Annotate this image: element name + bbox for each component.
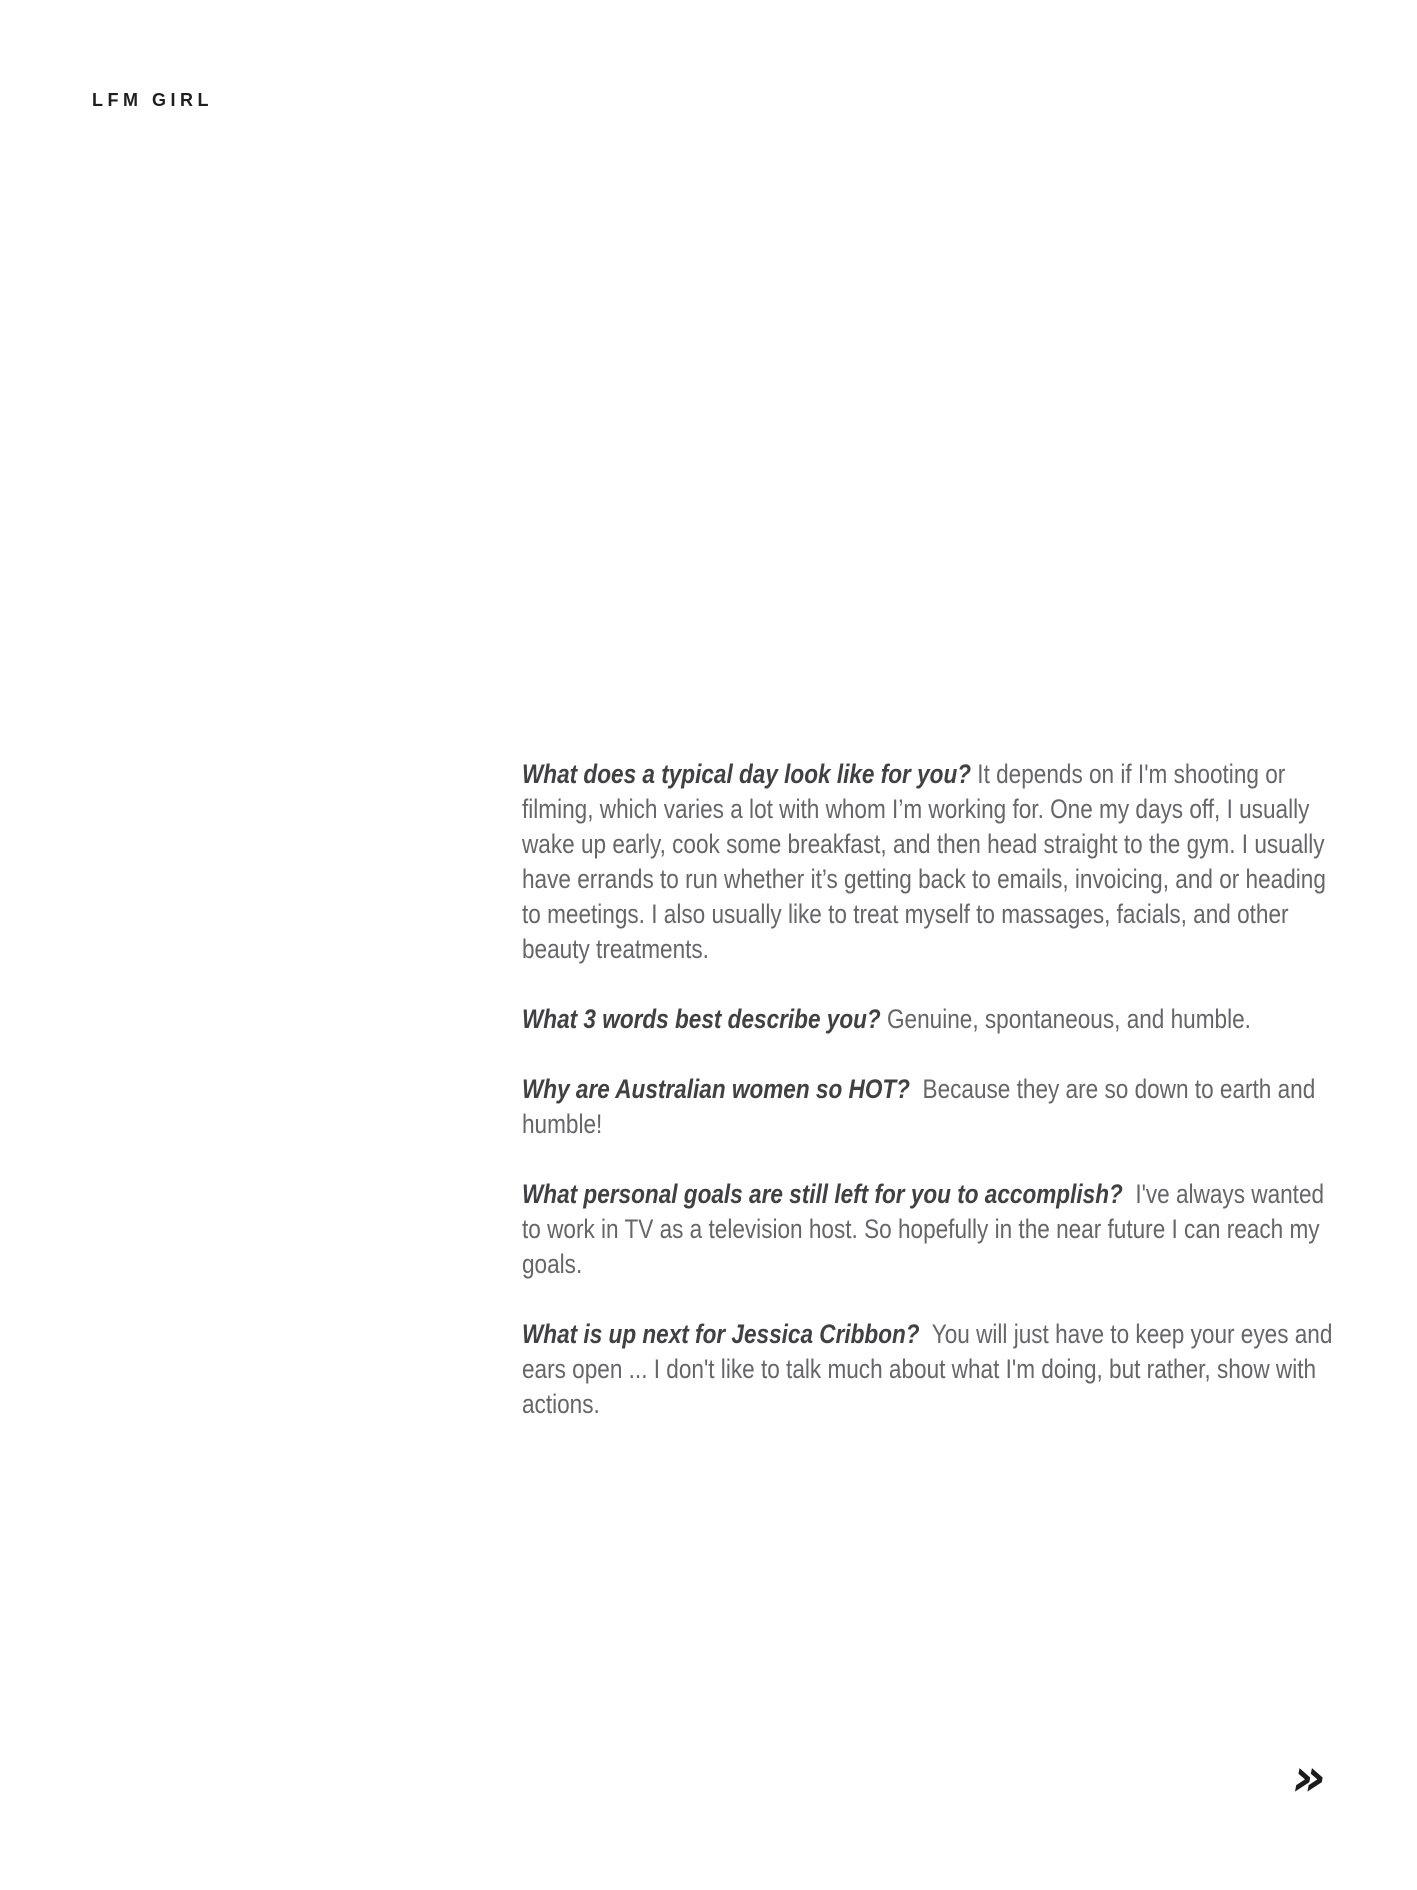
answer-text: It depends on if I'm shooting or filming, which varies a lot with whom I’m working for. One my days off, I usually wake up early, cook some breakfast, and then head straight to the gym. I usually have errands to run whether it’s getting back to emails, invoicing, and or heading to meetings. I also usually like to treat myself to massages, facials, and other beauty treatments. <box>522 759 1333 964</box>
qa-paragraph <box>522 757 1345 967</box>
answer-text: You will just have to keep your eyes and ears open ... I don't like to talk much about what I'm doing, but rather, show with actions. <box>522 1319 1339 1419</box>
answer-text: Because they are so down to earth and humble! <box>522 1074 1322 1139</box>
question-text: What 3 words best describe you? <box>522 1004 881 1034</box>
magazine-kicker: LFM GIRL <box>92 90 213 110</box>
qa-paragraph <box>522 1317 1345 1422</box>
question-text: What personal goals are still left for you to accomplish? <box>522 1179 1123 1209</box>
answer-text: I've always wanted to work in TV as a television host. So hopefully in the near future I can reach my goals. <box>522 1179 1331 1279</box>
question-text: What is up next for Jessica Cribbon? <box>522 1319 920 1349</box>
qa-paragraph <box>522 1072 1345 1142</box>
answer-text: Genuine, spontaneous, and humble. <box>880 1004 1251 1034</box>
qa-paragraph <box>522 1002 1345 1037</box>
interview-text-column <box>522 757 1345 1422</box>
question-text: Why are Australian women so HOT? <box>522 1074 910 1104</box>
double-chevron-right-icon: » <box>1292 1748 1326 1808</box>
qa-paragraph <box>522 1177 1345 1282</box>
question-text: What does a typical day look like for you? <box>522 759 972 789</box>
